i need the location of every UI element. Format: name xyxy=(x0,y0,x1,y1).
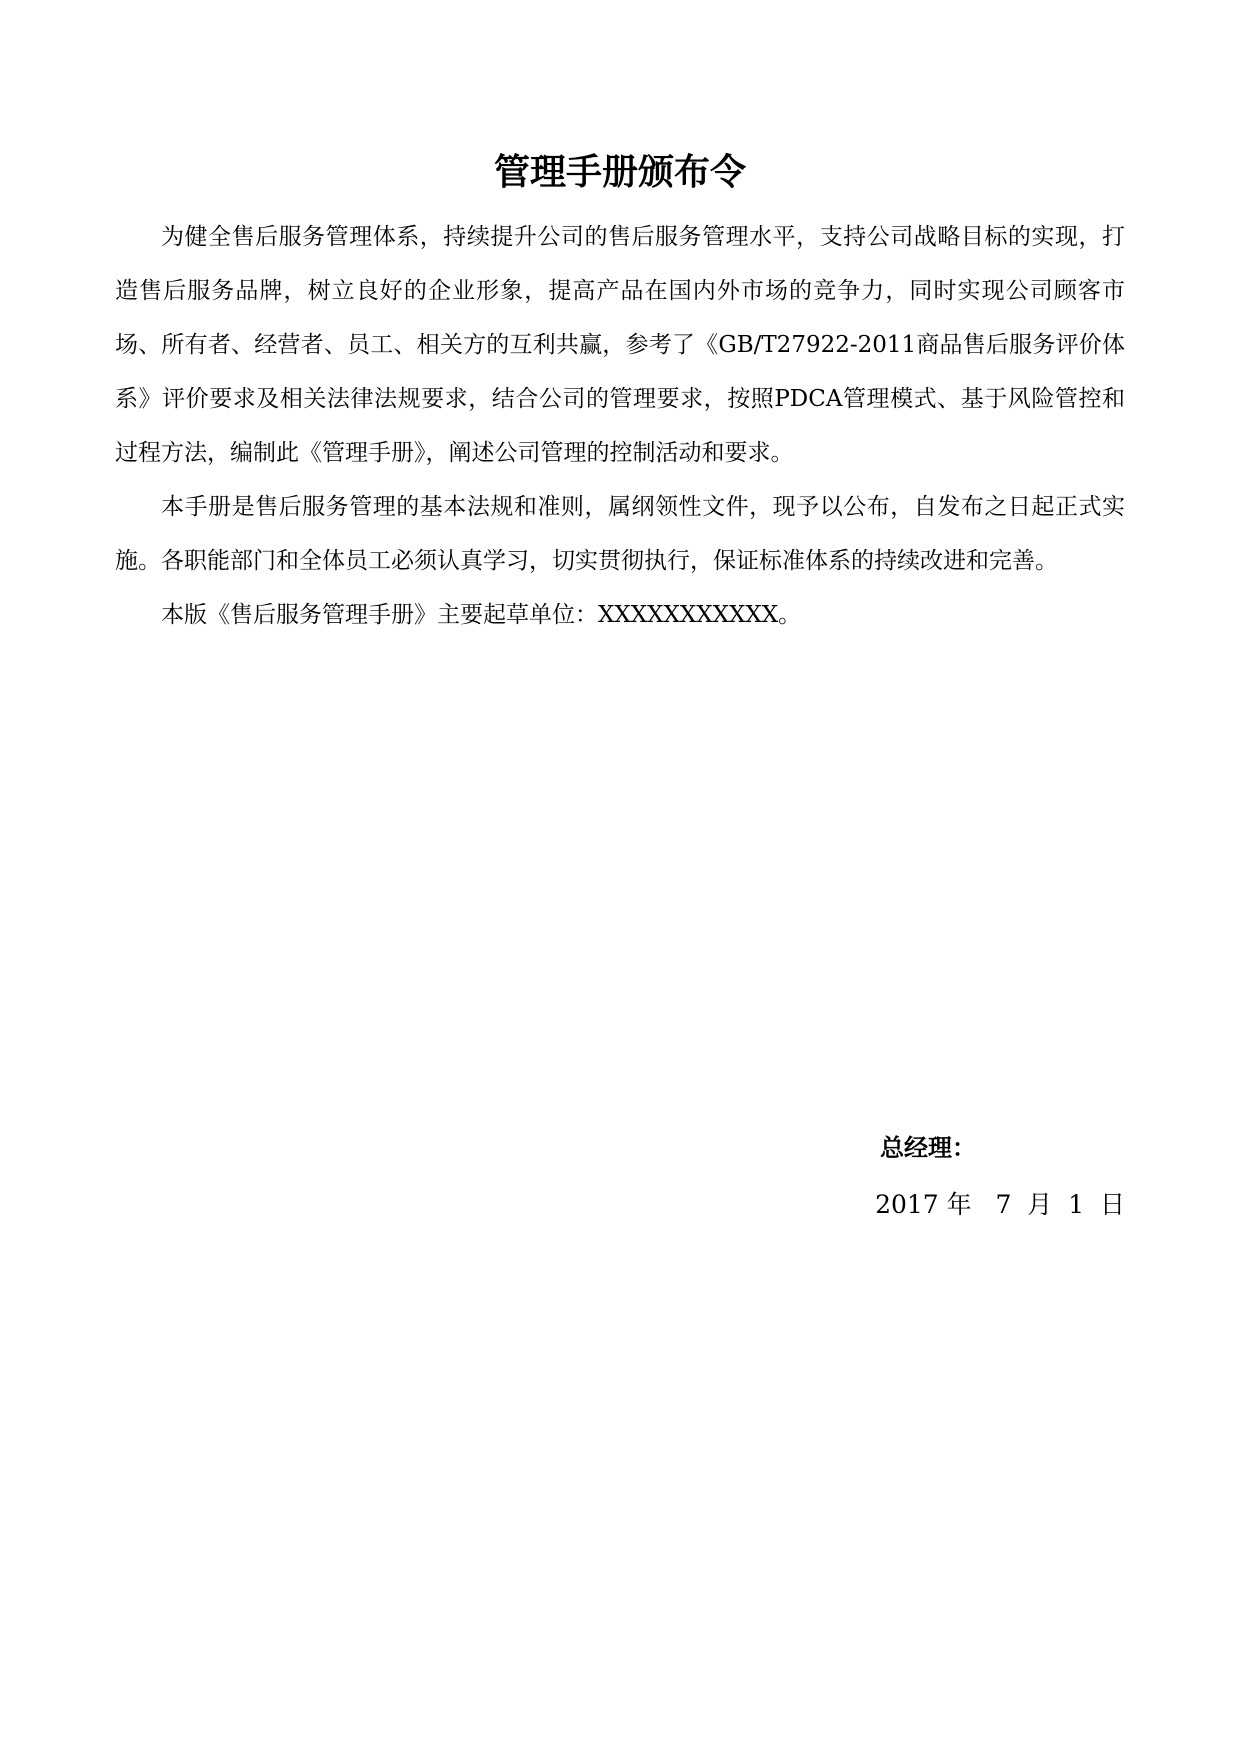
signature-label: 总经理： xyxy=(880,1134,976,1162)
paragraph-intro: 为健全售后服务管理体系，持续提升公司的售后服务管理水平，支持公司战略目标的实现，打造售后服务品牌，树立良好的企业形象，提高产品在国内外市场的竞争力，同时实现公司顾客市场、所有者、经营者、员工、相关方的互利共赢，参考了《GB/T27922-2011商品售后服务评价体系》评价要求及相关法律法规要求，结合公司的管理要求，按照PDCA管理模式、基于风险管控和过程方法，编制此《管理手册》，阐述公司管理的控制活动和要求。 xyxy=(115,224,1125,466)
document-body xyxy=(115,210,1125,642)
paragraph-effective: 本手册是售后服务管理的基本法规和准则，属纲领性文件，现予以公布，自发布之日起正式实施。各职能部门和全体员工必须认真学习，切实贯彻执行，保证标准体系的持续改进和完善。 xyxy=(115,494,1125,574)
paragraph-drafting-unit: 本版《售后服务管理手册》主要起草单位：XXXXXXXXXXX。 xyxy=(161,602,802,628)
document-title: 管理手册颁布令 xyxy=(493,152,746,193)
issue-date: 2017 年 7 月 1 日 xyxy=(875,1190,1125,1219)
